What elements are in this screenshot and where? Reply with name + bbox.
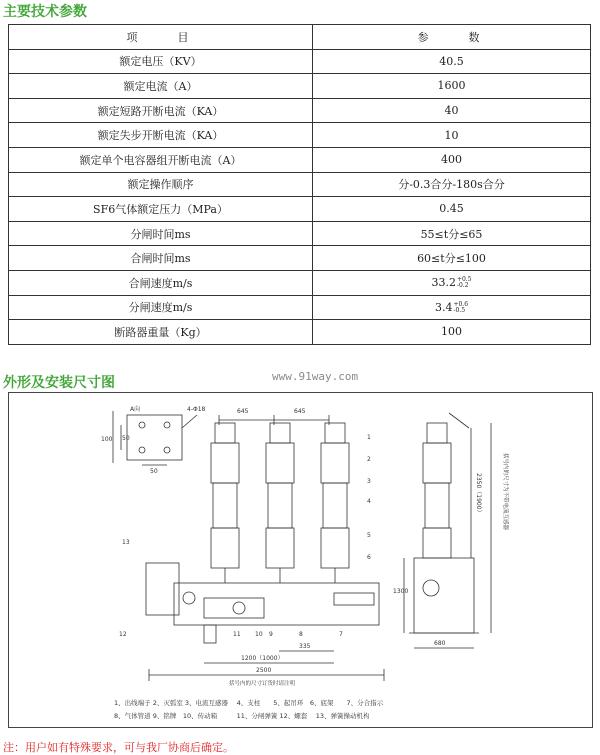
legend-line-2: 8、气体管道 9、铭牌 10、传动箱 11、分闸弹簧 12、螺套 13、弹簧操动机构 bbox=[114, 712, 370, 720]
section-title-drawing: 外形及安装尺寸图 bbox=[3, 375, 115, 391]
table-header-row bbox=[9, 25, 591, 50]
row-item: SF6气体额定压力（MPa） bbox=[9, 197, 313, 222]
row-value: 40 bbox=[313, 98, 591, 123]
table-row bbox=[9, 270, 591, 295]
table-row bbox=[9, 295, 591, 320]
tolerance-base: 3.4 bbox=[434, 300, 453, 314]
table-row bbox=[9, 197, 591, 222]
callout-9: 9 bbox=[269, 631, 273, 638]
dim-2500: 2500 bbox=[256, 667, 272, 674]
row-item: 额定电压（KV） bbox=[9, 49, 313, 74]
row-value: 100 bbox=[313, 320, 591, 345]
pole-2 bbox=[266, 423, 294, 583]
row-item: 分闸速度m/s bbox=[9, 295, 313, 320]
dim-100: 100 bbox=[101, 436, 113, 443]
row-item: 合闸时间ms bbox=[9, 246, 313, 271]
dim-1300: 1300 bbox=[393, 588, 409, 595]
row-value: 分-0.3合分-180s合分 bbox=[313, 172, 591, 197]
table-row bbox=[9, 221, 591, 246]
footer-note: 注：用户如有特殊要求，可与我厂协商后确定。 bbox=[3, 741, 234, 754]
tolerance-base: 33.2 bbox=[431, 276, 456, 290]
row-value-tolerance bbox=[313, 270, 591, 295]
callout-6: 6 bbox=[367, 554, 371, 561]
row-value-tolerance bbox=[313, 295, 591, 320]
callout-1: 1 bbox=[367, 434, 371, 441]
callout-5: 5 bbox=[367, 532, 371, 539]
dim-2350: 2350（1900） bbox=[475, 473, 482, 516]
tolerance-upper: +0.6 bbox=[453, 300, 469, 308]
dim-680: 680 bbox=[434, 640, 446, 647]
dim-645a: 645 bbox=[237, 408, 249, 415]
dim-645b: 645 bbox=[294, 408, 306, 415]
tolerance-upper: +0.5 bbox=[456, 276, 472, 284]
table-row bbox=[9, 147, 591, 172]
callout-4: 4 bbox=[367, 498, 371, 505]
row-value: 10 bbox=[313, 123, 591, 148]
row-value: 0.45 bbox=[313, 197, 591, 222]
row-item: 额定操作顺序 bbox=[9, 172, 313, 197]
table-row bbox=[9, 246, 591, 271]
callout-3: 3 bbox=[367, 478, 371, 485]
row-item: 断路器重量（Kg） bbox=[9, 320, 313, 345]
callout-10: 10 bbox=[255, 631, 263, 638]
row-item: 额定短路开断电流（KA） bbox=[9, 98, 313, 123]
tolerance-lower: -0.5 bbox=[453, 306, 466, 314]
row-value: 1600 bbox=[313, 74, 591, 99]
technical-drawing bbox=[8, 392, 593, 728]
row-item: 分闸时间ms bbox=[9, 221, 313, 246]
legend-line-1: 1、出线端子 2、灭弧室 3、电流互感器 4、支柱 5、起吊环 6、底架 7、分合指示 bbox=[114, 699, 384, 707]
row-value: 40.5 bbox=[313, 49, 591, 74]
dim-holes: 4-Φ18 bbox=[187, 406, 206, 413]
row-value: 55≤t分≤65 bbox=[313, 221, 591, 246]
table-row bbox=[9, 49, 591, 74]
tolerance-range bbox=[457, 277, 472, 289]
row-item: 额定失步开断电流（KA） bbox=[9, 123, 313, 148]
row-value: 60≤t分≤100 bbox=[313, 246, 591, 271]
pole-3 bbox=[321, 423, 349, 583]
callout-13: 13 bbox=[122, 539, 130, 546]
dim-335: 335 bbox=[299, 643, 311, 650]
tolerance-range bbox=[453, 302, 468, 314]
drawing-svg bbox=[9, 393, 592, 727]
base-frame bbox=[174, 583, 379, 625]
bracket-note: 括号内的尺寸订货时请注明 bbox=[229, 681, 296, 687]
dim-50a: 50 bbox=[122, 435, 130, 442]
column-header-item: 项 目 bbox=[9, 25, 313, 50]
row-item: 额定单个电容器组开断电流（A） bbox=[9, 147, 313, 172]
table-row bbox=[9, 74, 591, 99]
table-row bbox=[9, 123, 591, 148]
table-row bbox=[9, 172, 591, 197]
callout-8: 8 bbox=[299, 631, 303, 638]
transmission-box bbox=[204, 598, 264, 618]
row-item: 合闸速度m/s bbox=[9, 270, 313, 295]
callout-2: 2 bbox=[367, 456, 371, 463]
table-row bbox=[9, 98, 591, 123]
spec-table bbox=[8, 24, 591, 345]
tolerance-lower: -0.2 bbox=[456, 282, 469, 290]
callout-7: 7 bbox=[339, 631, 343, 638]
side-note: 括号内的尺寸为不带电流互感器 bbox=[502, 453, 508, 531]
callout-12: 12 bbox=[119, 631, 127, 638]
dim-view-a: A向 bbox=[130, 406, 141, 413]
callout-11: 11 bbox=[233, 631, 241, 638]
row-item: 额定电流（A） bbox=[9, 74, 313, 99]
dim-1200: 1200（1000） bbox=[241, 655, 284, 662]
pole-1 bbox=[211, 423, 239, 583]
row-value: 400 bbox=[313, 147, 591, 172]
side-view bbox=[404, 413, 479, 648]
watermark: www.91way.com bbox=[272, 370, 359, 383]
section-title-specs: 主要技术参数 bbox=[3, 4, 87, 20]
dim-50b: 50 bbox=[150, 468, 158, 475]
table-row bbox=[9, 320, 591, 345]
column-header-value: 参 数 bbox=[313, 25, 591, 50]
a-view-flange bbox=[127, 415, 182, 460]
